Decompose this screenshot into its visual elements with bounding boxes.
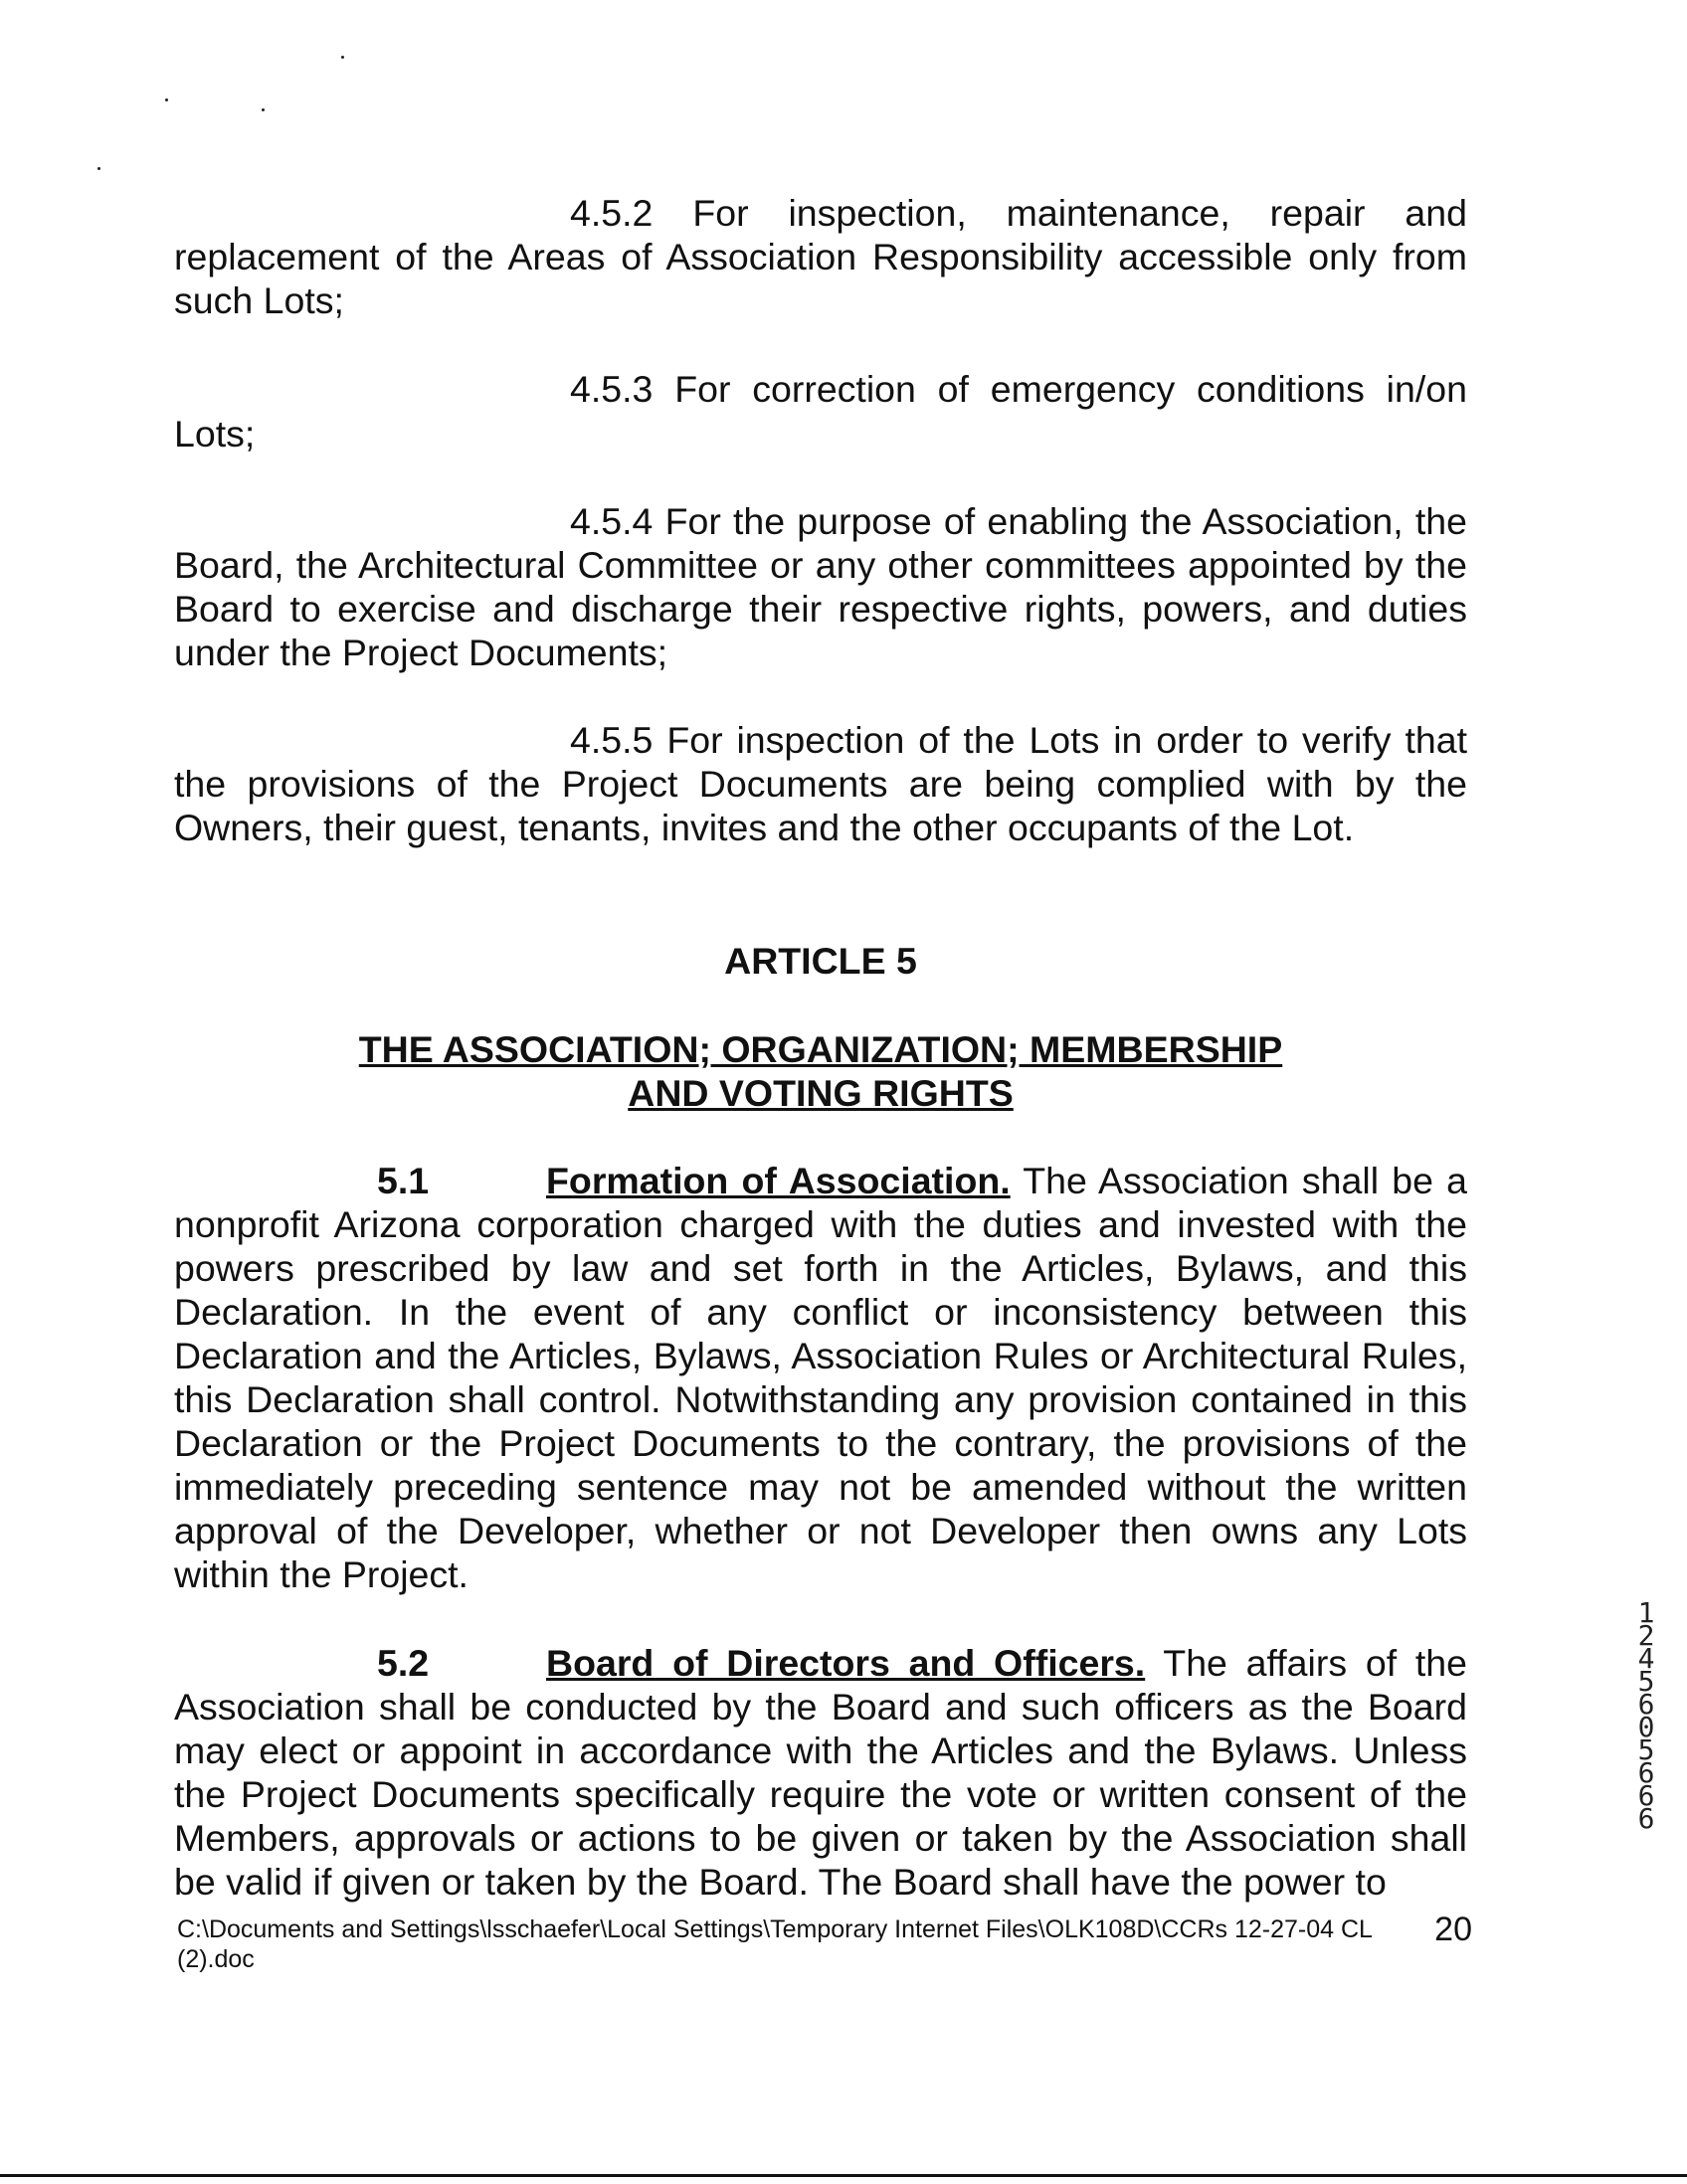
scan-edge-line — [0, 2174, 1687, 2177]
scan-speck — [97, 167, 100, 170]
section-number: 5.2 — [377, 1642, 430, 1684]
paragraph-text: For the purpose of enabling the Association, the Board, the Architectural Committee or any other committees appointed by the Board to exercise and discharge their respective rights, powers, and duties under the Project Documents; — [174, 500, 1467, 673]
section-title: Board of Directors and Officers. — [546, 1642, 1146, 1684]
scan-speck — [262, 108, 265, 111]
paragraph-4-5-4 — [174, 499, 1467, 674]
section-text: The Association shall be a nonprofit Arizona corporation charged with the duties and invested with the powers prescribed by law and set forth in the Articles, Bylaws, and this Declaration. In the event of any conflict or inconsistency between this Declaration and the Articles, Bylaws, Association Rules or Architectural Rules, this Declaration shall control. Notwithstanding any provision contained in this Declaration or the Project Documents to the contrary, the provisions of the immediately preceding sentence may not be amended without the written approval of the Developer, whether or not Developer then owns any Lots within the Project. — [174, 1160, 1467, 1595]
paragraph-number: 4.5.2 — [570, 192, 654, 234]
paragraph-text: For inspection of the Lots in order to verify that the provisions of the Project Documents are being complied with by the Owners, their guest, tenants, invites and the other occupants of the Lot. — [174, 719, 1467, 848]
section-5-2 — [174, 1641, 1467, 1904]
footer-file-path: C:\Documents and Settings\lsschaefer\Local Settings\Temporary Internet Files\OLK108D\CCRs 12-27-04 CL (2).doc — [177, 1915, 1373, 1973]
paragraph-text-continued: Lots; — [174, 413, 256, 455]
scan-speck — [341, 56, 344, 59]
page-footer — [177, 1911, 1472, 1974]
paragraph-4-5-3 — [174, 367, 1467, 455]
paragraph-number: 4.5.4 — [570, 500, 654, 542]
article-title-line-1: THE ASSOCIATION; ORGANIZATION; MEMBERSHIP — [358, 1028, 1283, 1070]
paragraph-text: For inspection, maintenance, repair and replacement of the Areas of Association Responsibility accessible only from such Lots; — [174, 192, 1468, 321]
paragraph-4-5-5 — [174, 718, 1467, 849]
section-number: 5.1 — [377, 1160, 430, 1201]
section-title: Formation of Association. — [546, 1160, 1011, 1201]
article-title — [174, 1027, 1467, 1115]
scan-speck — [165, 98, 168, 101]
page-number: 20 — [1434, 1911, 1472, 1948]
paragraph-text: For correction of emergency conditions in/on — [674, 368, 1467, 410]
section-5-1 — [174, 1159, 1467, 1596]
paragraph-number: 4.5.5 — [570, 719, 654, 761]
paragraph-4-5-2 — [174, 191, 1467, 322]
section-text: The affairs of the Association shall be conducted by the Board and such officers as the Board may elect or appoint in accordance with the Articles and the Bylaws. Unless the Project Documents specifically require the vote or written consent of the Members, approvals or actions to be given or taken by the Association shall be valid if given or taken by the Board. The Board shall have the power to — [174, 1642, 1467, 1903]
article-label: ARTICLE 5 — [724, 940, 917, 982]
article-title-line-2: AND VOTING RIGHTS — [628, 1072, 1014, 1114]
recording-stamp: 12456 05666 — [1637, 1596, 1655, 1835]
paragraph-number: 4.5.3 — [570, 368, 654, 410]
